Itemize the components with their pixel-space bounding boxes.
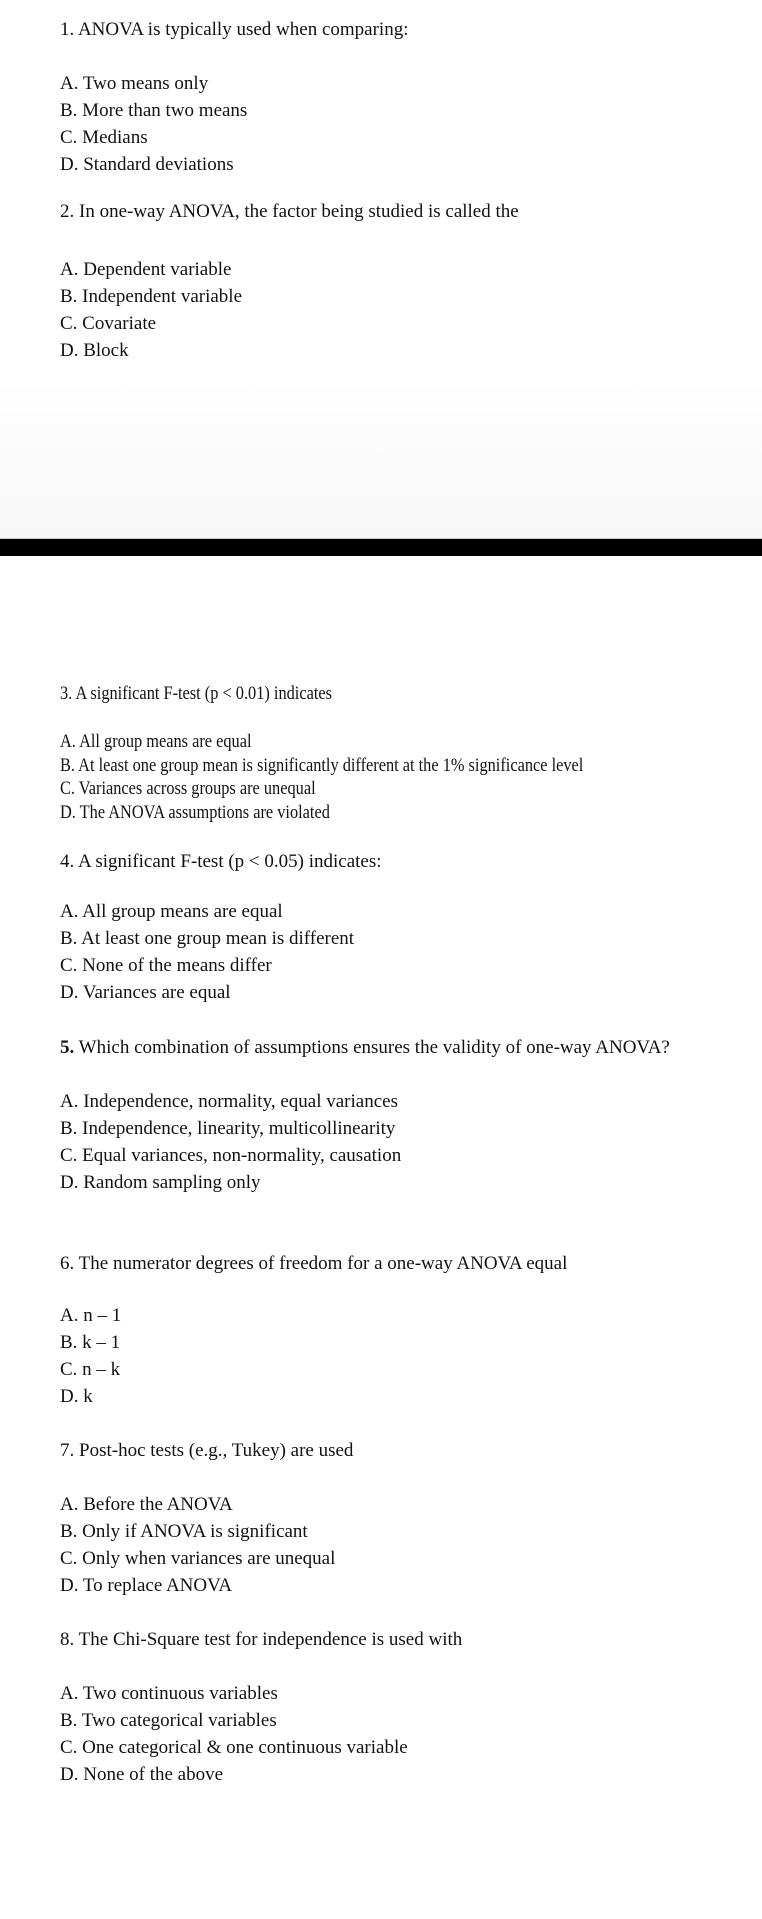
question-6 bbox=[60, 1250, 760, 1407]
answer-option-c[interactable]: C. Variances across groups are unequal bbox=[60, 778, 316, 799]
answer-option-c[interactable]: C. Medians bbox=[60, 127, 148, 148]
answer-options bbox=[60, 1680, 408, 1788]
answer-option-a[interactable]: A. All group means are equal bbox=[60, 901, 283, 922]
answer-option-b[interactable]: B. Only if ANOVA is significant bbox=[60, 1521, 308, 1542]
question-8 bbox=[60, 1626, 760, 1785]
question-2 bbox=[60, 198, 760, 361]
answer-option-b[interactable]: B. Independence, linearity, multicollinearity bbox=[60, 1118, 396, 1139]
answer-option-c[interactable]: C. n – k bbox=[60, 1359, 121, 1380]
answer-option-a[interactable]: A. n – 1 bbox=[60, 1305, 122, 1326]
page-separator-bar bbox=[0, 538, 762, 556]
answer-option-a[interactable]: A. Independence, normality, equal variances bbox=[60, 1091, 398, 1112]
answer-option-c[interactable]: C. Equal variances, non-normality, causation bbox=[60, 1145, 402, 1166]
question-number: 7. bbox=[60, 1440, 75, 1461]
question-stem bbox=[60, 848, 760, 875]
answer-option-a[interactable]: A. Two means only bbox=[60, 73, 209, 94]
question-text: The Chi-Square test for independence is used with bbox=[78, 1629, 463, 1650]
answer-options bbox=[60, 256, 242, 364]
answer-option-c[interactable]: C. Only when variances are unequal bbox=[60, 1548, 336, 1569]
question-text: A significant F-test (p < 0.01) indicates bbox=[75, 683, 332, 704]
answer-option-d[interactable]: D. Random sampling only bbox=[60, 1172, 261, 1193]
question-stem bbox=[60, 198, 760, 225]
question-stem bbox=[60, 680, 662, 707]
question-text: Post-hoc tests (e.g., Tukey) are used bbox=[79, 1440, 354, 1461]
answer-option-d[interactable]: D. Standard deviations bbox=[60, 154, 234, 175]
answer-option-a[interactable]: A. Before the ANOVA bbox=[60, 1494, 233, 1515]
question-number: 1. bbox=[60, 19, 75, 40]
question-4 bbox=[60, 848, 760, 1003]
question-number: 4. bbox=[60, 851, 75, 872]
answer-option-d[interactable]: D. Variances are equal bbox=[60, 982, 231, 1003]
answer-options bbox=[60, 1491, 335, 1599]
answer-option-b[interactable]: B. k – 1 bbox=[60, 1332, 121, 1353]
question-stem bbox=[60, 1437, 760, 1464]
question-stem bbox=[60, 1250, 760, 1277]
answer-options bbox=[60, 1302, 121, 1410]
answer-option-d[interactable]: D. The ANOVA assumptions are violated bbox=[60, 801, 330, 823]
question-stem bbox=[60, 1034, 760, 1061]
question-7 bbox=[60, 1437, 760, 1596]
question-number: 2. bbox=[60, 201, 75, 222]
answer-option-b[interactable]: B. Independent variable bbox=[60, 286, 243, 307]
answer-options bbox=[60, 1088, 401, 1196]
answer-options bbox=[60, 70, 247, 178]
question-1 bbox=[60, 16, 760, 175]
question-text: Which combination of assumptions ensures the validity of one-way ANOVA? bbox=[78, 1037, 670, 1058]
page-bottom-fade bbox=[0, 380, 762, 538]
answer-option-a[interactable]: A. Two continuous variables bbox=[60, 1683, 278, 1704]
question-stem bbox=[60, 1626, 760, 1653]
answer-option-b[interactable]: B. At least one group mean is different bbox=[60, 928, 355, 949]
question-text: In one-way ANOVA, the factor being studied is called the bbox=[79, 201, 519, 222]
answer-option-c[interactable]: C. Covariate bbox=[60, 313, 157, 334]
answer-option-b[interactable]: B. Two categorical variables bbox=[60, 1710, 277, 1731]
answer-options bbox=[60, 730, 669, 824]
answer-option-d[interactable]: D. None of the above bbox=[60, 1764, 224, 1785]
answer-option-b[interactable]: B. At least one group mean is significantly different at the 1% significance level bbox=[60, 754, 584, 776]
answer-option-a[interactable]: A. Dependent variable bbox=[60, 259, 232, 280]
answer-option-d[interactable]: D. To replace ANOVA bbox=[60, 1575, 233, 1596]
question-number: 6. bbox=[60, 1253, 75, 1274]
question-text: The numerator degrees of freedom for a one-way ANOVA equal bbox=[78, 1253, 568, 1274]
answer-option-d[interactable]: D. k bbox=[60, 1386, 93, 1407]
answer-option-d[interactable]: D. Block bbox=[60, 340, 129, 361]
question-5 bbox=[60, 1034, 760, 1193]
question-text: A significant F-test (p < 0.05) indicates: bbox=[77, 851, 382, 872]
answer-options bbox=[60, 898, 354, 1006]
answer-option-c[interactable]: C. One categorical & one continuous variable bbox=[60, 1737, 408, 1758]
question-number: 8. bbox=[60, 1629, 75, 1650]
answer-option-b[interactable]: B. More than two means bbox=[60, 100, 248, 121]
question-number: 5. bbox=[60, 1037, 75, 1058]
question-3 bbox=[60, 680, 760, 823]
question-text: ANOVA is typically used when comparing: bbox=[77, 19, 409, 40]
question-number: 3. bbox=[60, 683, 73, 704]
answer-option-c[interactable]: C. None of the means differ bbox=[60, 955, 272, 976]
answer-option-a[interactable]: A. All group means are equal bbox=[60, 731, 252, 752]
question-stem bbox=[60, 16, 760, 43]
